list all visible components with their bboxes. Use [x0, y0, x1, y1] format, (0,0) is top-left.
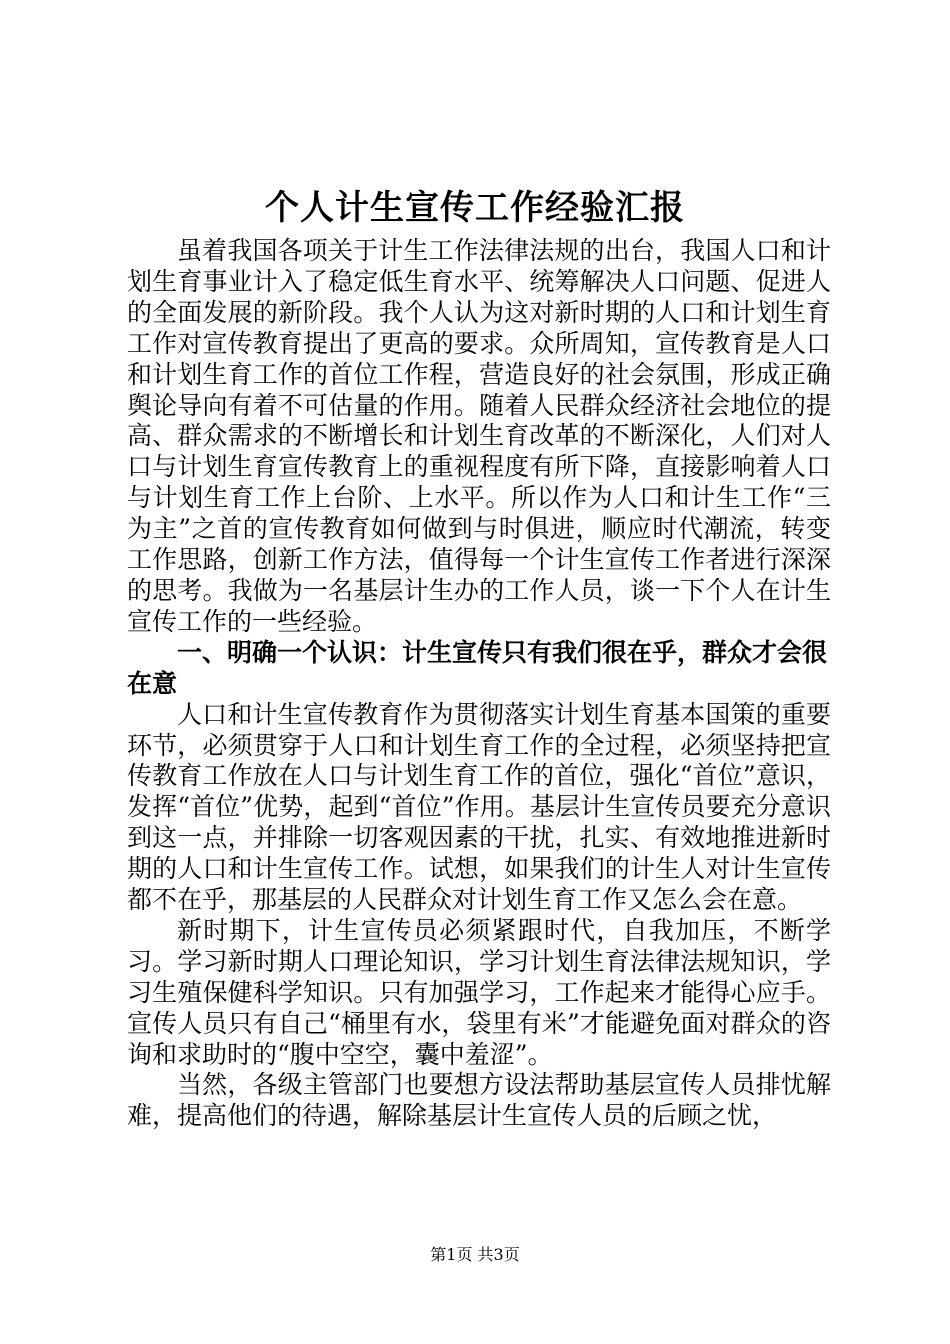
document-title: 个人计生宣传工作经验汇报 — [265, 188, 685, 228]
body-paragraph: 当然，各级主管部门也要想方设法帮助基层宣传人员排忧解难，提高他们的待遇，解除基层计生宣传人员的后顾之忧， — [127, 1070, 831, 1131]
section-heading: 一、明确一个认识：计生宣传只有我们很在乎，群众才会很在意 — [127, 637, 828, 698]
page-footer: 第1页 共3页 — [430, 1245, 520, 1264]
document-body — [127, 236, 831, 1132]
body-paragraph: 新时期下，计生宣传员必须紧跟时代，自我加压，不断学习。学习新时期人口理论知识，学习计划生育法律法规知识，学习生殖保健科学知识。只有加强学习，工作起来才能得心应手。宣传人员只有自己“桶里有水，袋里有米”才能避免面对群众的咨询和求助时的“腹中空空，囊中羞涩”。 — [127, 915, 831, 1069]
body-paragraph: 人口和计生宣传教育作为贯彻落实计划生育基本国策的重要环节，必须贯穿于人口和计划生育工作的全过程，必须坚持把宣传教育工作放在人口与计划生育工作的首位，强化“首位”意识，发挥“首位”优势，起到“首位”作用。基层计生宣传员要充分意识到这一点，并排除一切客观因素的干扰，扎实、有效地推进新时期的人口和计生宣传工作。试想，如果我们的计生人对计生宣传都不在乎，那基层的人民群众对计划生育工作又怎么会在意。 — [127, 699, 831, 915]
body-paragraph: 虽着我国各项关于计生工作法律法规的出台，我国人口和计划生育事业计入了稳定低生育水平、统筹解决人口问题、促进人的全面发展的新阶段。我个人认为这对新时期的人口和计划生育工作对宣传教育提出了更高的要求。众所周知，宣传教育是人口和计划生育工作的首位工作程，营造良好的社会氛围，形成正确舆论导向有着不可估量的作用。随着人民群众经济社会地位的提高、群众需求的不断增长和计划生育改革的不断深化，人们对人口与计划生育宣传教育上的重视程度有所下降，直接影响着人口与计划生育工作上台阶、上水平。所以作为人口和计生工作“三为主”之首的宣传教育如何做到与时俱进，顺应时代潮流，转变工作思路，创新工作方法，值得每一个计生宣传工作者进行深深的思考。我做为一名基层计生办的工作人员，谈一下个人在计生宣传工作的一些经验。 — [127, 236, 831, 636]
